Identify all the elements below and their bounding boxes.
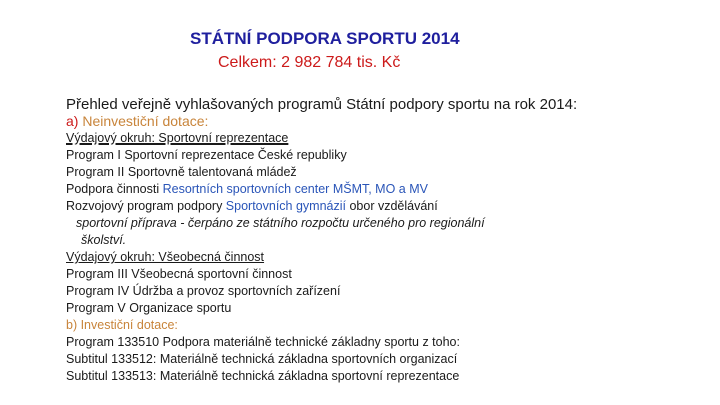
program-i: Program I Sportovní reprezentace České republiky bbox=[66, 148, 347, 162]
program-iv: Program IV Údržba a provoz sportovních zařízení bbox=[66, 284, 341, 298]
program-ii: Program II Sportovně talentovaná mládež bbox=[66, 165, 297, 179]
total-amount: Celkem: 2 982 784 tis. Kč bbox=[218, 54, 401, 71]
section-a-prefix: a) bbox=[66, 113, 79, 129]
section-b-heading: b) Investiční dotace: bbox=[66, 318, 178, 332]
intro-text: Přehled veřejně vyhlašovaných programů Státní podpory sportu na rok 2014: bbox=[66, 96, 578, 113]
page-title: STÁTNÍ PODPORA SPORTU 2014 bbox=[190, 29, 460, 48]
rozvoj-text-end: obor vzdělávání bbox=[346, 199, 438, 213]
program-v: Program V Organizace sportu bbox=[66, 301, 232, 315]
section-a-heading bbox=[66, 113, 706, 130]
subtitul-133512: Subtitul 133512: Materiálně technická základna sportovních organizací bbox=[66, 352, 458, 366]
note-line-1: sportovní příprava - čerpáno ze státního rozpočtu určeného pro regionální bbox=[76, 216, 485, 230]
rozvoj-text: Rozvojový program podpory bbox=[66, 199, 226, 213]
podpora-line bbox=[66, 181, 706, 198]
podpora-highlight: Resortních sportovních center MŠMT, MO a MV bbox=[162, 182, 428, 196]
program-list bbox=[66, 113, 706, 385]
podpora-text: Podpora činnosti bbox=[66, 182, 163, 196]
note-line-2: školství. bbox=[81, 233, 127, 247]
program-133510: Program 133510 Podpora materiálně technické základny sportu z toho: bbox=[66, 335, 460, 349]
okruh-vseobecna-cinnost: Výdajový okruh: Všeobecná činnost bbox=[66, 250, 265, 264]
section-a-label: Neinvestiční dotace: bbox=[78, 113, 209, 129]
subtitul-133513: Subtitul 133513: Materiálně technická základna sportovní reprezentace bbox=[66, 369, 460, 383]
program-iii: Program III Všeobecná sportovní činnost bbox=[66, 267, 292, 281]
rozvoj-highlight: Sportovních gymnázií bbox=[225, 199, 346, 213]
rozvoj-line bbox=[66, 198, 706, 215]
okruh-sportovni-reprezentace: Výdajový okruh: Sportovní reprezentace bbox=[66, 131, 289, 145]
